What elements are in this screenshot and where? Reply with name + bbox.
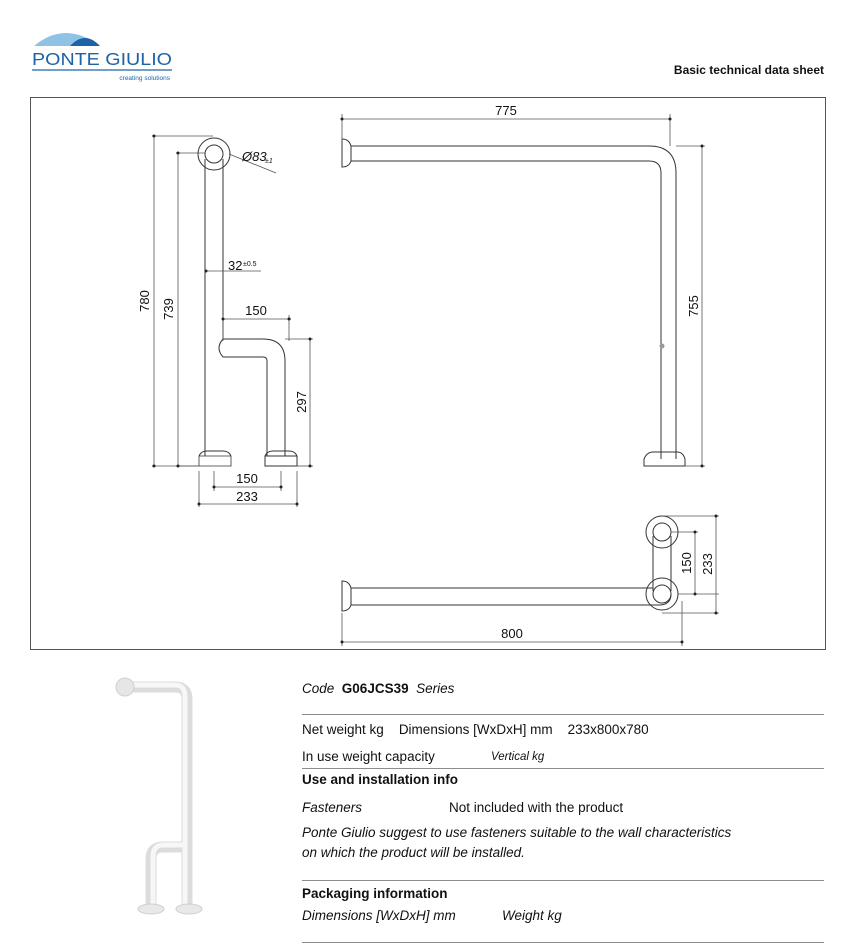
fasteners-label: Fasteners [302, 800, 363, 815]
code-value: G06JCS39 [341, 681, 409, 696]
series-label: Series [416, 681, 455, 696]
technical-drawing-frame [30, 97, 826, 650]
technical-drawing [31, 98, 827, 651]
installation-note-1: Ponte Giulio suggest to use fasteners suitable to the wall characteristics [302, 825, 732, 840]
code-label: Code [302, 681, 335, 696]
dim-297: 297 [294, 391, 309, 413]
dim-tube: 32 [228, 258, 243, 273]
logo-brand-text: PONTE GIULIO [32, 49, 172, 69]
weight-dimensions-row [302, 722, 824, 737]
dim-775: 775 [495, 103, 517, 118]
dim-755: 755 [686, 295, 701, 317]
front-view-grab-bar [342, 139, 685, 466]
packaging-weight-label: Weight kg [502, 908, 562, 923]
dimensions-label: Dimensions [WxDxH] mm [398, 722, 553, 737]
ponte-giulio-logo [30, 22, 180, 86]
net-weight-label: Net weight kg [302, 722, 384, 737]
divider [302, 714, 824, 715]
divider [302, 942, 824, 943]
installation-heading: Use and installation info [302, 772, 459, 787]
dim-tube-tol: ±0.5 [243, 261, 257, 268]
fasteners-row [302, 800, 824, 815]
dimensions-value: 233x800x780 [567, 722, 649, 737]
dim-739: 739 [161, 298, 176, 320]
dim-233-side: 233 [700, 553, 715, 575]
packaging-heading: Packaging information [302, 886, 448, 901]
logo-tagline: creating solutions [119, 75, 170, 82]
dim-diameter: Ø83 [242, 149, 267, 164]
packaging-row [302, 908, 824, 923]
packaging-dimensions-label: Dimensions [WxDxH] mm [302, 908, 456, 923]
dim-233-bottom: 233 [236, 489, 258, 504]
dim-780: 780 [137, 290, 152, 312]
sheet-title: Basic technical data sheet [673, 63, 824, 77]
divider [302, 880, 824, 881]
dim-diameter-tol: ±1 [265, 158, 273, 165]
divider [302, 768, 824, 769]
plan-view-grab-bar [342, 516, 678, 611]
dim-150-top: 150 [245, 303, 267, 318]
dim-800: 800 [501, 626, 523, 641]
dim-150-side: 150 [679, 552, 694, 574]
dim-150-bottom: 150 [236, 471, 258, 486]
capacity-label: In use weight capacity [302, 749, 435, 764]
fasteners-value: Not included with the product [449, 800, 624, 815]
installation-note-2: on which the product will be installed. [302, 845, 525, 860]
capacity-vertical: Vertical kg [491, 751, 545, 763]
capacity-row [302, 749, 824, 764]
product-photo [105, 665, 225, 925]
side-view-grab-bar [198, 138, 297, 466]
code-row [302, 681, 824, 696]
